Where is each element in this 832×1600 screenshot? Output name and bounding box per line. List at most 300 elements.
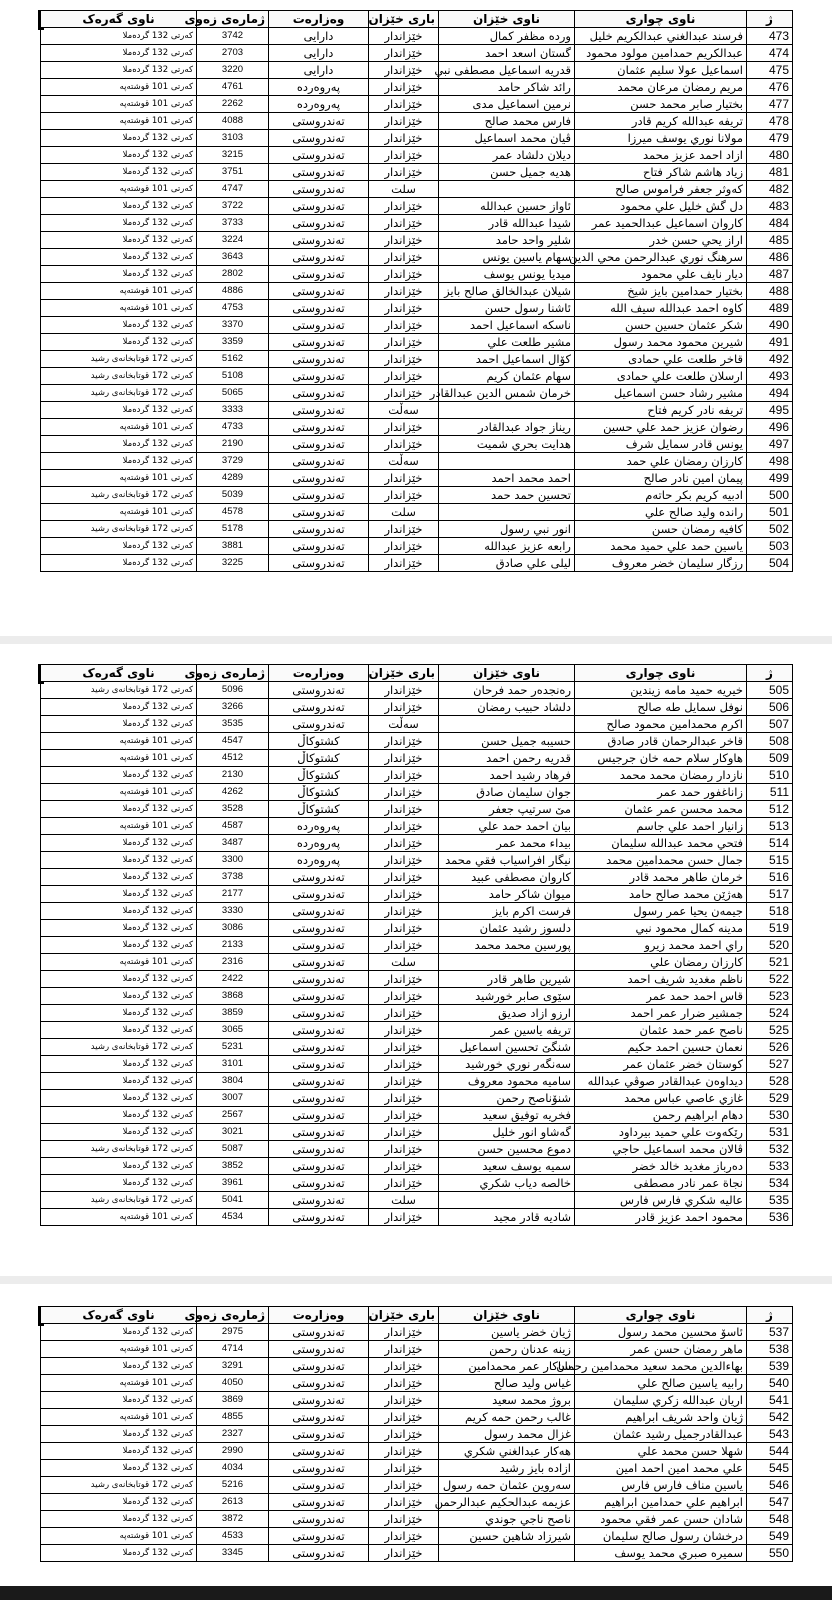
cell-lot: 4512 [197,750,269,767]
cell-status: خێزاندار [369,733,439,750]
cell-school: كەرتی 101 قوشتەپە [41,419,197,436]
cell-name: بختيار حمدامين بايز شيخ [575,283,747,300]
cell-status: خێزاندار [369,937,439,954]
cell-ministry: تەندروستی [269,1141,369,1158]
header-no: ژ [747,11,793,28]
cell-no: 488 [747,283,793,300]
table-row [41,164,793,181]
table-row [41,1426,793,1443]
cell-school: كەرتی 132 گردەملا [41,1005,197,1022]
cell-status: خێزاندار [369,538,439,555]
cell-status: خێزاندار [369,1107,439,1124]
cell-spouse: قدريە اسماعيل مصطفى نبي [439,62,575,79]
cell-name: بختيار صابر محمد حسن [575,96,747,113]
cell-lot: 4262 [197,784,269,801]
cell-status: خێزاندار [369,699,439,716]
cell-lot: 5096 [197,682,269,699]
header-name: ناوی چواری [575,665,747,682]
cell-spouse: رائد شاكر حامد [439,79,575,96]
cell-status: خێزاندار [369,1426,439,1443]
cell-no: 492 [747,351,793,368]
table-body [41,1324,793,1562]
table-row [41,1324,793,1341]
cell-lot: 4855 [197,1409,269,1426]
table-body [41,682,793,1226]
cell-status: خێزاندار [369,920,439,937]
table-row [41,767,793,784]
cell-status: خێزاندار [369,903,439,920]
cell-no: 508 [747,733,793,750]
cell-no: 521 [747,954,793,971]
cell-ministry: تەندروستی [269,1460,369,1477]
cell-status: خێزاندار [369,266,439,283]
cell-ministry: تەندروستی [269,419,369,436]
cell-school: كەرتی 132 گردەملا [41,147,197,164]
cell-lot: 5065 [197,385,269,402]
cell-school: كەرتی 132 گردەملا [41,317,197,334]
table-row [41,1511,793,1528]
table-row [41,198,793,215]
cell-no: 510 [747,767,793,784]
cell-spouse: ئاواز حسين عبدالله [439,198,575,215]
cell-school: كەرتی 132 گردەملا [41,538,197,555]
cell-name: تريفه عبدالله كريم قادر [575,113,747,130]
cell-spouse: فرست اكرم بايز [439,903,575,920]
cell-name: قاس احمد حمد عمر [575,988,747,1005]
cell-status: خێزاندار [369,555,439,572]
cell-school: كەرتی 132 گردەملا [41,937,197,954]
cell-lot: 4753 [197,300,269,317]
cell-name: عاليه شكري فارس فارس [575,1192,747,1209]
cell-school: كەرتی 132 گردەملا [41,1443,197,1460]
cell-spouse: ارزو ازاد صديق [439,1005,575,1022]
cell-name: خيريه حميد مامه زيندين [575,682,747,699]
header-lot: ژمارەی زەوی [197,665,269,682]
cell-lot: 3224 [197,232,269,249]
cell-lot: 3330 [197,903,269,920]
cell-lot: 3961 [197,1175,269,1192]
cell-school: كەرتی 132 گردەملا [41,453,197,470]
table-row [41,1192,793,1209]
cell-status: خێزاندار [369,1528,439,1545]
cell-no: 493 [747,368,793,385]
cell-name: قاخر عبدالرحمان قادر صادق [575,733,747,750]
cell-ministry: تەندروستی [269,385,369,402]
cell-ministry: تەندروستی [269,249,369,266]
cell-name: دەرباز مغديد خالد خضر [575,1158,747,1175]
cell-school: كەرتی 101 قوشتەپە [41,96,197,113]
cell-school: كەرتی 132 گردەملا [41,1158,197,1175]
cell-status: خێزاندار [369,1409,439,1426]
table-row [41,1124,793,1141]
cell-lot: 5108 [197,368,269,385]
cell-spouse: دلشاد حبيب رمضان [439,699,575,716]
table-row [41,232,793,249]
cell-name: ناصح عمر حمد عثمان [575,1022,747,1039]
cell-name: ياسين حمد علي حميد محمد [575,538,747,555]
cell-no: 529 [747,1090,793,1107]
table-row [41,920,793,937]
cell-status: خێزاندار [369,28,439,45]
cell-ministry: تەندروستی [269,538,369,555]
cell-name: فتحي محمد عبدالله سليمان [575,835,747,852]
cell-status: خێزاندار [369,419,439,436]
cell-name: ڤالان محمد اسماعيل حاجي [575,1141,747,1158]
cell-name: محمود احمد عزيز قادر [575,1209,747,1226]
cell-name: رانده وليد صالح علي [575,504,747,521]
cell-name: كاوه احمد عبدالله سيف الله [575,300,747,317]
cell-lot: 4547 [197,733,269,750]
table-row [41,903,793,920]
cell-spouse [439,1192,575,1209]
cell-no: 542 [747,1409,793,1426]
header-no: ژ [747,665,793,682]
cell-name: پيمان امين نادر صالح [575,470,747,487]
cell-school: كەرتی 132 گردەملا [41,130,197,147]
table-row [41,733,793,750]
cell-school: كەرتی 172 قوتابخانەی رشید [41,487,197,504]
header-lot: ژمارەی زەوی [197,11,269,28]
cell-name: نعمان حسين احمد حكيم [575,1039,747,1056]
cell-school: كەرتی 132 گردەملا [41,555,197,572]
cell-ministry: تەندروستی [269,334,369,351]
cell-lot: 3370 [197,317,269,334]
cell-name: اكرم محمدامين محمود صالح [575,716,747,733]
cell-spouse: غزال محمد رسول [439,1426,575,1443]
cell-lot: 5039 [197,487,269,504]
cell-spouse: تحسين حمد حمد [439,487,575,504]
cell-ministry: تەندروستی [269,198,369,215]
cell-no: 523 [747,988,793,1005]
cell-name: مولانا نوري يوسف ميرزا [575,130,747,147]
cell-spouse: ژيان خضر ياسين [439,1324,575,1341]
cell-status: خێزاندار [369,750,439,767]
cell-name: كەوثر جعفر فراموس صالح [575,181,747,198]
cell-ministry: تەندروستی [269,470,369,487]
cell-name: ابراهيم علي حمدامين ابراهيم [575,1494,747,1511]
cell-name: اراز يحي حسن خدر [575,232,747,249]
cell-no: 496 [747,419,793,436]
cell-ministry: پەروەردە [269,852,369,869]
cell-school: كەرتی 101 قوشتەپە [41,1409,197,1426]
cell-no: 483 [747,198,793,215]
cell-ministry: كشتوكاڵ [269,733,369,750]
cell-lot: 4289 [197,470,269,487]
cell-no: 509 [747,750,793,767]
table-row [41,1073,793,1090]
table-row [41,283,793,300]
cell-status: خێزاندار [369,1511,439,1528]
cell-school: كەرتی 172 قوتابخانەی رشید [41,1141,197,1158]
cell-school: كەرتی 132 گردەملا [41,801,197,818]
table-row [41,699,793,716]
cell-lot: 3535 [197,716,269,733]
records-table [40,664,793,1226]
cell-ministry: پەروەردە [269,96,369,113]
cell-lot: 3487 [197,835,269,852]
cell-school: كەرتی 101 قوشتەپە [41,300,197,317]
cell-lot: 2190 [197,436,269,453]
cell-spouse: فارس محمد صالح [439,113,575,130]
cell-spouse: شنۆناصح رحمن [439,1090,575,1107]
cell-status: خێزاندار [369,818,439,835]
cell-no: 474 [747,45,793,62]
cell-name: مدينه كمال محمود نبي [575,920,747,937]
cell-lot: 3643 [197,249,269,266]
cell-ministry: تەندروستی [269,351,369,368]
cell-name: كارزان رمضان علي [575,954,747,971]
records-table [40,1306,793,1562]
cell-status: خێزاندار [369,1005,439,1022]
cell-spouse: شيلان عبدالخالق صالح بايز [439,283,575,300]
header-name: ناوی چواری [575,1307,747,1324]
cell-school: كەرتی 132 گردەملا [41,1107,197,1124]
cell-spouse: انور نبي رسول [439,521,575,538]
cell-school: كەرتی 101 قوشتەپە [41,283,197,300]
cell-status: خێزاندار [369,1375,439,1392]
cell-school: كەرتی 101 قوشتەپە [41,818,197,835]
cell-status: سەڵت [369,402,439,419]
table-row [41,487,793,504]
table-body [41,28,793,572]
cell-school: كەرتی 132 گردەملا [41,45,197,62]
table-row [41,1141,793,1158]
cell-lot: 4714 [197,1341,269,1358]
cell-name: كاروان اسماعيل عبدالحميد عمر [575,215,747,232]
cell-spouse: ئاشنا رسول حسن [439,300,575,317]
cell-status: خێزاندار [369,1022,439,1039]
cell-ministry: كشتوكاڵ [269,767,369,784]
table-row [41,79,793,96]
cell-school: كەرتی 172 قوتابخانەی رشید [41,682,197,699]
cell-status: خێزاندار [369,436,439,453]
header-ministry: وەزارەت [269,11,369,28]
cell-ministry: كشتوكاڵ [269,750,369,767]
cell-no: 528 [747,1073,793,1090]
table-row [41,1477,793,1494]
table-row [41,28,793,45]
cell-lot: 5041 [197,1192,269,1209]
cell-name: سميرە صبري محمد يوسف [575,1545,747,1562]
cell-lot: 3881 [197,538,269,555]
cell-spouse: ساكار عمر محمدامين [439,1358,575,1375]
table-row [41,937,793,954]
cell-school: كەرتی 101 قوشتەپە [41,181,197,198]
cell-ministry: دارایی [269,62,369,79]
table-row [41,852,793,869]
cell-ministry: پەروەردە [269,818,369,835]
cell-spouse: قدريه رحمن احمد [439,750,575,767]
cell-spouse [439,504,575,521]
table-row [41,1341,793,1358]
cell-spouse: ازاده بايز رشيد [439,1460,575,1477]
cell-school: كەرتی 101 قوشتەپە [41,79,197,96]
cell-lot: 3333 [197,402,269,419]
cell-status: خێزاندار [369,1141,439,1158]
cell-ministry: تەندروستی [269,716,369,733]
cell-school: كەرتی 132 گردەملا [41,198,197,215]
cell-no: 515 [747,852,793,869]
cell-status: خێزاندار [369,283,439,300]
cell-spouse: وردە مظفر كمال [439,28,575,45]
cell-no: 537 [747,1324,793,1341]
cell-ministry: تەندروستی [269,1409,369,1426]
cell-status: خێزاندار [369,470,439,487]
cell-no: 539 [747,1358,793,1375]
cell-name: اسماعيل عولا سليم عثمان [575,62,747,79]
header-ministry: وەزارەت [269,1307,369,1324]
cell-name: غازي عاصي عباس محمد [575,1090,747,1107]
table-row [41,555,793,572]
table-row [41,716,793,733]
cell-spouse: هەكار عبدالغني شكري [439,1443,575,1460]
cell-ministry: تەندروستی [269,1056,369,1073]
cell-name: رێكەوت علي حميد بيرداود [575,1124,747,1141]
table-row [41,419,793,436]
cell-spouse: دموع محسين حسن [439,1141,575,1158]
cell-no: 481 [747,164,793,181]
cell-name: سرهنگ نوري عبدالرحمن محي الدين [575,249,747,266]
cell-school: كەرتی 132 گردەملا [41,1175,197,1192]
cell-ministry: تەندروستی [269,487,369,504]
cell-no: 549 [747,1528,793,1545]
cell-ministry: تەندروستی [269,113,369,130]
header-no: ژ [747,1307,793,1324]
cell-lot: 4761 [197,79,269,96]
cell-name: زاناغفور حمد عمر [575,784,747,801]
cell-status: خێزاندار [369,1090,439,1107]
table-row [41,521,793,538]
cell-school: كەرتی 132 گردەملا [41,1073,197,1090]
cell-school: كەرتی 172 قوتابخانەی رشید [41,521,197,538]
cell-spouse: سميه يوسف سعيد [439,1158,575,1175]
cell-no: 543 [747,1426,793,1443]
cell-ministry: تەندروستی [269,988,369,1005]
cell-status: خێزاندار [369,1175,439,1192]
cell-name: عبدالقادرجميل رشيد عثمان [575,1426,747,1443]
cell-school: كەرتی 172 قوتابخانەی رشید [41,351,197,368]
cell-name: ژيان واحد شريف ابراهيم [575,1409,747,1426]
cell-school: كەرتی 132 گردەملا [41,1022,197,1039]
cell-status: خێزاندار [369,79,439,96]
cell-no: 550 [747,1545,793,1562]
cell-status: خێزاندار [369,351,439,368]
cell-no: 502 [747,521,793,538]
cell-status: خێزاندار [369,1341,439,1358]
cell-status: سەڵت [369,453,439,470]
cell-no: 548 [747,1511,793,1528]
table-row [41,351,793,368]
cell-no: 497 [747,436,793,453]
document-page-1 [0,0,832,636]
cell-ministry: تەندروستی [269,1090,369,1107]
cell-school: كەرتی 132 گردەملا [41,28,197,45]
cell-ministry: تەندروستی [269,1124,369,1141]
cell-spouse: هدايت بحري شميت [439,436,575,453]
table-row [41,334,793,351]
cell-status: خێزاندار [369,988,439,1005]
cell-lot: 2975 [197,1324,269,1341]
cell-school: كەرتی 172 قوتابخانەی رشید [41,1039,197,1056]
cell-ministry: تەندروستی [269,1158,369,1175]
cell-ministry: پەروەردە [269,835,369,852]
cell-school: كەرتی 132 گردەملا [41,266,197,283]
cell-ministry: تەندروستی [269,1022,369,1039]
cell-ministry: پەروەردە [269,79,369,96]
cell-spouse: ليلى علي صادق [439,555,575,572]
cell-lot: 3738 [197,869,269,886]
cell-status: خێزاندار [369,1324,439,1341]
cell-spouse: رابعه عزيز عبدالله [439,538,575,555]
cell-spouse: كاروان مصطفى عبيد [439,869,575,886]
cell-status: خێزاندار [369,767,439,784]
cell-school: كەرتی 132 گردەملا [41,699,197,716]
cell-spouse: پورسين محمد محمد [439,937,575,954]
cell-lot: 3215 [197,147,269,164]
bottom-bar [0,1586,832,1600]
cell-school: كەرتی 132 گردەملا [41,852,197,869]
cell-ministry: تەندروستی [269,130,369,147]
cell-school: كەرتی 132 گردەملا [41,1056,197,1073]
cell-ministry: تەندروستی [269,1005,369,1022]
cell-name: شهلا حسن محمد علي [575,1443,747,1460]
table-row [41,1528,793,1545]
cell-status: خێزاندار [369,784,439,801]
cell-no: 486 [747,249,793,266]
table-row [41,1090,793,1107]
cell-no: 526 [747,1039,793,1056]
cell-ministry: تەندروستی [269,1341,369,1358]
cell-name: دهام ابراهيم رحمن [575,1107,747,1124]
header-status: باری خێزان [369,665,439,682]
cell-ministry: تەندروستی [269,453,369,470]
cell-school: كەرتی 132 گردەملا [41,334,197,351]
cell-spouse: فخريه توفيق سعيد [439,1107,575,1124]
cell-status: خێزاندار [369,971,439,988]
cell-ministry: تەندروستی [269,1358,369,1375]
cell-lot: 4088 [197,113,269,130]
table-row [41,1005,793,1022]
cell-no: 525 [747,1022,793,1039]
cell-status: خێزاندار [369,682,439,699]
cell-ministry: تەندروستی [269,300,369,317]
cell-lot: 4533 [197,1528,269,1545]
cell-name: نوفل سمايل طه صالح [575,699,747,716]
cell-ministry: تەندروستی [269,266,369,283]
cell-no: 503 [747,538,793,555]
cell-ministry: تەندروستی [269,1443,369,1460]
cell-spouse: خالصه دياب شكري [439,1175,575,1192]
cell-school: كەرتی 132 گردەملا [41,164,197,181]
cell-school: كەرتی 132 گردەملا [41,886,197,903]
table-row [41,1358,793,1375]
cell-name: نجاة عمر نادر مصطفى [575,1175,747,1192]
cell-status: خێزاندار [369,801,439,818]
cell-status: خێزاندار [369,317,439,334]
cell-spouse: بروژ محمد سعيد [439,1392,575,1409]
cell-spouse: شيرين طاهر قادر [439,971,575,988]
cell-ministry: تەندروستی [269,1324,369,1341]
cell-school: كەرتی 132 گردەملا [41,1494,197,1511]
header-spouse: ناوی خێزان [439,665,575,682]
cell-name: شادان حسن عمر فقي محمود [575,1511,747,1528]
table-row [41,130,793,147]
cell-spouse: نيگار افراسياب فقي محمد [439,852,575,869]
cell-lot: 3103 [197,130,269,147]
cell-status: خێزاندار [369,249,439,266]
cell-ministry: تەندروستی [269,521,369,538]
cell-ministry: تەندروستی [269,1039,369,1056]
